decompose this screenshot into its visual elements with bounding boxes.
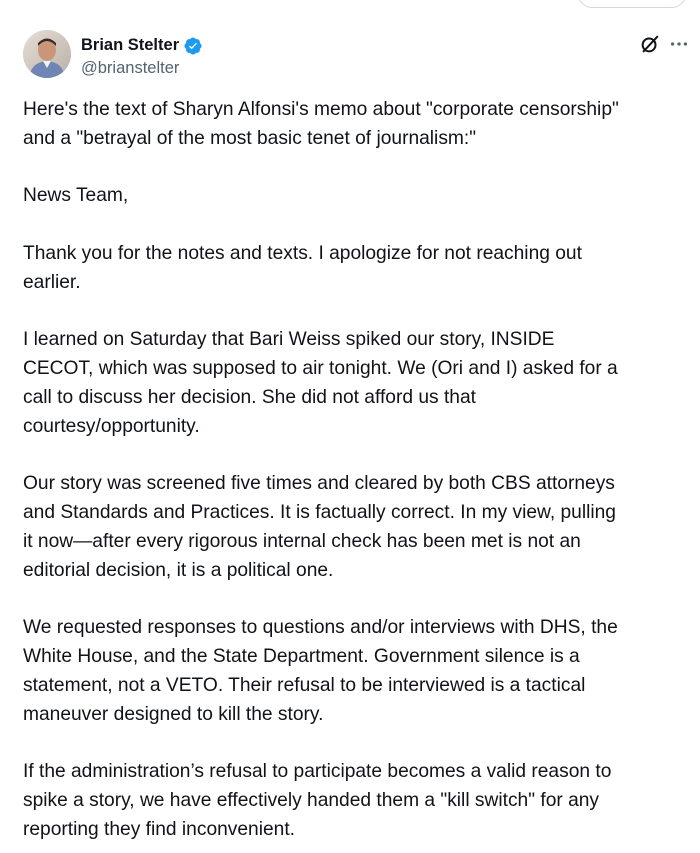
grok-icon[interactable]: [639, 33, 661, 55]
handle[interactable]: @brianstelter: [81, 59, 180, 77]
tweet-paragraph-greeting: News Team,: [23, 185, 129, 207]
avatar-image: [23, 30, 71, 78]
avatar[interactable]: [23, 30, 71, 78]
tweet-paragraph-intro: Here's the text of Sharyn Alfonsi's memo about "corporate censorship" and a "betrayal of the most basic tenet of journalism:": [23, 99, 619, 149]
verified-badge-icon: [183, 36, 203, 56]
tweet-paragraph-requested: We requested responses to questions and/or interviews with DHS, the White House, and the State Department. Government silence is a statement, not a VETO. Their refusal to be interviewed is a tactical maneuver designed to kill the story.: [23, 617, 618, 725]
author-names: [81, 35, 203, 78]
display-name-row: [81, 35, 203, 56]
tweet-paragraph-kill-switch: If the administration’s refusal to participate becomes a valid reason to spike a story, we have effectively handed them a "kill switch" for any reporting they find inconvenient.: [23, 761, 612, 840]
tweet-header: [23, 30, 690, 84]
tweet-paragraph-screened: Our story was screened five times and cleared by both CBS attorneys and Standards and Practices. It is factually correct. In my view, pulling it now—after every rigorous internal check has been met is not an editorial decision, it is a political one.: [23, 473, 616, 581]
tweet-text: [23, 96, 693, 853]
tweet-paragraph-apology: Thank you for the notes and texts. I apologize for not reaching out earlier.: [23, 242, 582, 293]
tweet-paragraph-spiked: I learned on Saturday that Bari Weiss spiked our story, INSIDE CECOT, which was supposed to air tonight. We (Ori and I) asked for a call to discuss her decision. She did not afford us that courtesy/opportunity.: [23, 329, 618, 437]
display-name[interactable]: Brian Stelter: [81, 36, 180, 54]
more-options-icon[interactable]: [668, 33, 690, 55]
